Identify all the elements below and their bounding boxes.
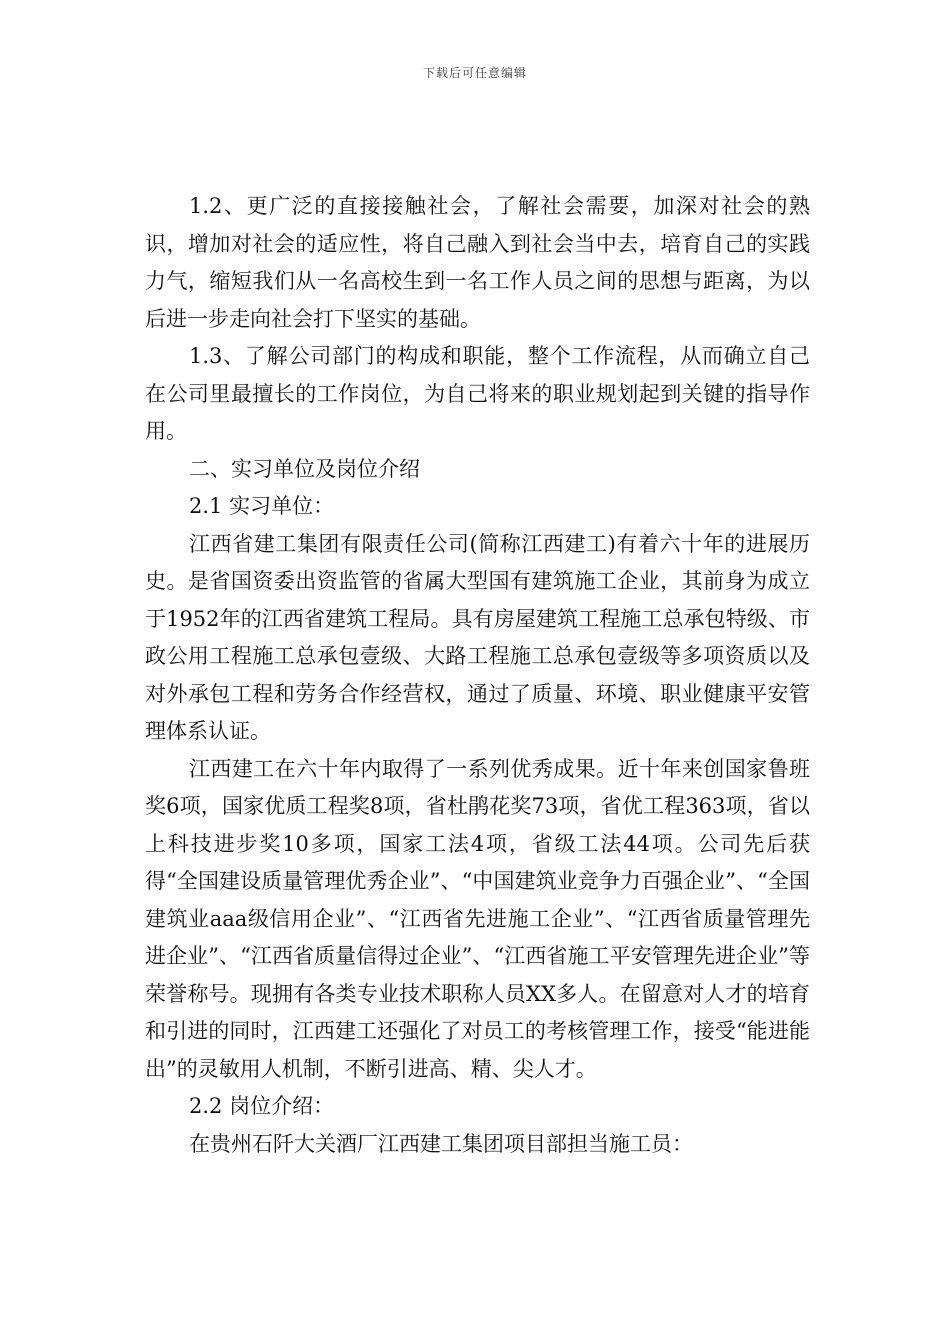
paragraph-1-2-purpose: 1.2、更广泛的直接接触社会，了解社会需要，加深对社会的熟识，增加对社会的适应性，将自己融入到社会当中去，培育自己的实践力气，缩短我们从一名高校生到一名工作人员之间的思想与距离，为以后进一步走向社会打下坚实的基础。: [145, 194, 810, 331]
page-header: 下载后可任意编辑: [422, 66, 527, 80]
paragraph-1-3-purpose: 1.3、了解公司部门的构成和职能，整个工作流程，从而确立自己在公司里最擅长的工作岗位，为自己将来的职业规划起到关键的指导作用。: [145, 344, 810, 443]
subsection-heading-2-1: 2.1 实习单位：: [189, 494, 335, 518]
paragraph-company-achievements: 江西建工在六十年内取得了一系列优秀成果。近十年来创国家鲁班奖6项，国家优质工程奖8项，省杜鹃花奖73项，省优工程363项，省以上科技进步奖10多项，国家工法4项，省级工法44项。公司先后获得“全国建设质量管理优秀企业”、“中国建筑业竞争力百强企业”、“全国建筑业aaa级信用企业”、“江西省先进施工企业”、“江西省质量管理先进企业”、“江西省质量信得过企业”、“江西省施工平安管理先进企业”等荣誉称号。现拥有各类专业技术职称人员XX多人。在留意对人才的培育和引进的同时，江西建工还强化了对员工的考核管理工作，接受“能进能出”的灵敏用人机制，不断引进高、精、尖人才。: [145, 756, 810, 1081]
paragraph-company-intro: 江西省建工集团有限责任公司(简称江西建工)有着六十年的进展历史。是省国资委出资监管的省属大型国有建筑施工企业，其前身为成立于1952年的江西省建筑工程局。具有房屋建筑工程施工总承包特级、市政公用工程施工总承包壹级、大路工程施工总承包壹级等多项资质以及对外承包工程和劳务合作经营权，通过了质量、环境、职业健康平安管理体系认证。: [145, 531, 810, 743]
section-heading-internship-unit: 二、实习单位及岗位介绍: [189, 456, 420, 481]
subsection-heading-2-2: 2.2 岗位介绍：: [189, 1094, 335, 1118]
paragraph-position-intro: 在贵州石阡大关酒厂江西建工集团项目部担当施工员：: [189, 1131, 693, 1156]
document-body: [145, 188, 810, 1163]
